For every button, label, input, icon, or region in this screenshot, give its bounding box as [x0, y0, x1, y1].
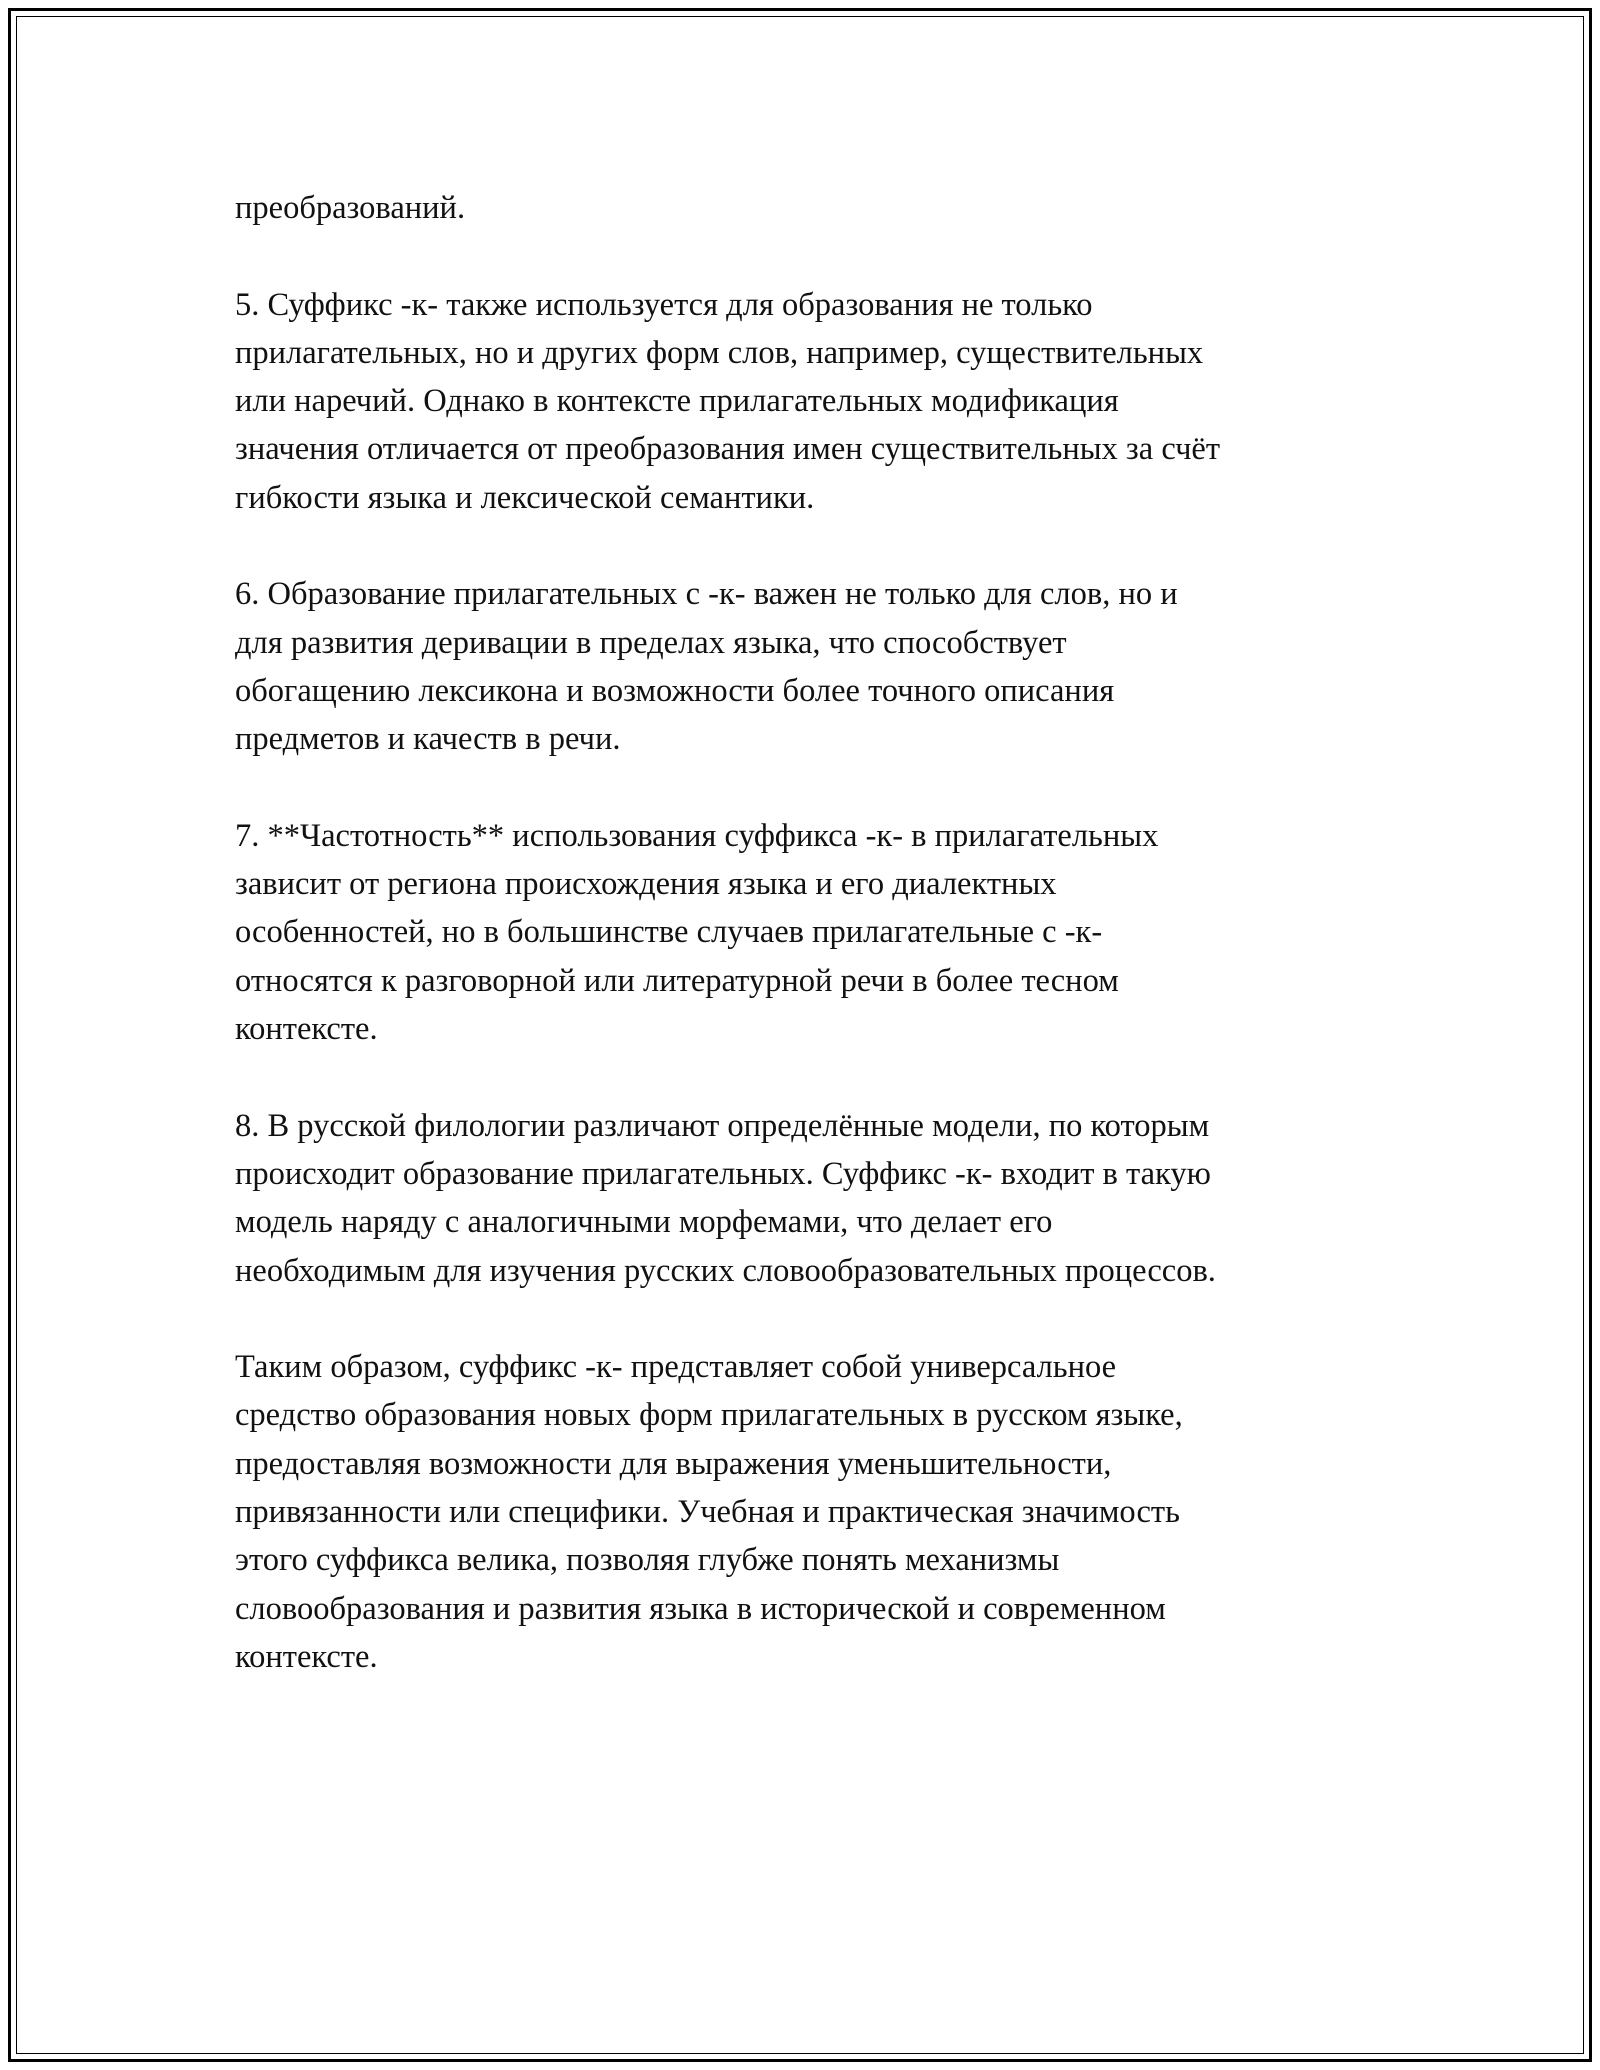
text-line: особенностей, но в большинстве случаев прилагательные с -к-	[235, 914, 1103, 951]
text-line: предоставляя возможности для выражения уменьшительности,	[235, 1445, 1112, 1482]
text-line: прилагательных, но и других форм слов, например, существительных	[235, 334, 1204, 371]
text-line: преобразований.	[235, 190, 466, 226]
text-line: или наречий. Однако в контексте прилагательных модификация	[235, 383, 1119, 420]
document-body	[235, 184, 1365, 1730]
text-line: необходимым для изучения русских словообразовательных процессов.	[235, 1252, 1216, 1289]
text-line: происходит образование прилагательных. Суффикс -к- входит в такую	[235, 1155, 1211, 1192]
paragraph-item-8	[235, 1102, 1365, 1295]
text-line: контексте.	[235, 1638, 378, 1675]
text-line: 7. **Частотность** использования суффикса -к- в прилагательных	[235, 817, 1159, 854]
text-line: контексте.	[235, 1011, 378, 1048]
text-line: зависит от региона происхождения языка и его диалектных	[235, 866, 1057, 903]
text-line: средство образования новых форм прилагательных в русском языке,	[235, 1397, 1183, 1434]
text-line: значения отличается от преобразования имен существительных за счёт	[235, 431, 1221, 468]
paragraph-conclusion	[235, 1343, 1365, 1681]
paragraph-continuation	[235, 184, 1365, 232]
text-line: относятся к разговорной или литературной речи в более тесном	[235, 962, 1119, 999]
text-line: привязанности или специфики. Учебная и практическая значимость	[235, 1494, 1180, 1531]
text-line: этого суффикса велика, позволяя глубже понять механизмы	[235, 1542, 1060, 1579]
text-line: для развития деривации в пределах языка, что способствует	[235, 624, 1067, 661]
text-line: обогащению лексикона и возможности более точного описания	[235, 672, 1115, 709]
text-line: гибкости языка и лексической семантики.	[235, 479, 815, 516]
text-line: 6. Образование прилагательных с -к- важен не только для слов, но и	[235, 576, 1178, 613]
paragraph-item-7	[235, 812, 1365, 1053]
text-line: 8. В русской филологии различают определённые модели, по которым	[235, 1107, 1210, 1144]
text-line: модель наряду с аналогичными морфемами, что делает его	[235, 1204, 1053, 1241]
text-line: Таким образом, суффикс -к- представляет собой универсальное	[235, 1349, 1117, 1386]
text-line: предметов и качеств в речи.	[235, 721, 621, 758]
paragraph-item-5	[235, 281, 1365, 522]
paragraph-item-6	[235, 570, 1365, 763]
text-line: 5. Суффикс -к- также используется для образования не только	[235, 286, 1093, 323]
text-line: словообразования и развития языка в исторической и современном	[235, 1590, 1166, 1627]
